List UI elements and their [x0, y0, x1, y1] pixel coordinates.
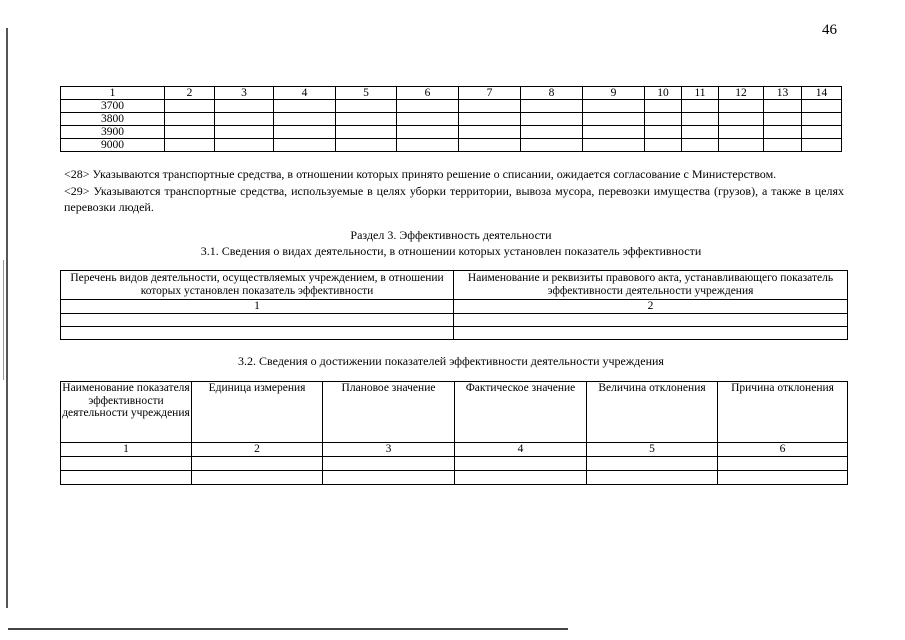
- table-row: [61, 100, 842, 113]
- table-header-cell: 11: [682, 87, 719, 100]
- section-subtitle-3-2: 3.2. Сведения о достижении показателей эффективности деятельности учреждения: [238, 354, 664, 368]
- table-header-cell: Наименование и реквизиты правового акта, устанавливающего показатель эффективности деятельности учреждения: [454, 271, 848, 300]
- table-row: [61, 470, 848, 484]
- scan-left-edge: [6, 28, 8, 608]
- column-number: 1: [61, 443, 192, 457]
- table-header-cell: 6: [397, 87, 459, 100]
- column-number: 2: [192, 443, 323, 457]
- activities-table: [60, 270, 848, 340]
- table-header-cell: 9: [583, 87, 645, 100]
- table-row: [61, 314, 848, 327]
- table-row: [61, 126, 842, 139]
- table-row: [61, 113, 842, 126]
- footnote-29: <29> Указываются транспортные средства, используемые в целях уборки территории, вывоза мусора, перевозки имущества (грузов), а также в целях перевозки людей.: [64, 183, 844, 214]
- table-number-row: [61, 443, 848, 457]
- column-number: 3: [323, 443, 455, 457]
- table-header-cell: Наименование показателя эффективности деятельности учреждения: [61, 382, 192, 443]
- table-header-cell: 14: [802, 87, 842, 100]
- table-header-cell: 5: [336, 87, 397, 100]
- table-header-cell: 8: [521, 87, 583, 100]
- section-subtitle-3-1: 3.1. Сведения о видах деятельности, в отношении которых установлен показатель эффективности: [200, 244, 702, 258]
- row-code: 3900: [61, 126, 165, 139]
- performance-table: [60, 381, 848, 485]
- table-header-cell: Причина отклонения: [718, 382, 848, 443]
- table-header-cell: 12: [719, 87, 764, 100]
- row-code: 9000: [61, 139, 165, 152]
- row-code: 3700: [61, 100, 165, 113]
- table-header-cell: Фактическое значение: [455, 382, 587, 443]
- table-header-cell: 13: [764, 87, 802, 100]
- table-header-cell: 2: [165, 87, 215, 100]
- scan-left-edge-mark: [3, 260, 4, 380]
- section-title: Раздел 3. Эффективность деятельности: [350, 228, 552, 242]
- column-number: 2: [454, 300, 848, 314]
- table-header-cell: 10: [645, 87, 682, 100]
- page-number: 46: [822, 22, 837, 38]
- table-header-cell: Плановое значение: [323, 382, 455, 443]
- table-header-cell: Величина отклонения: [587, 382, 718, 443]
- vehicles-table: [60, 86, 842, 152]
- column-number: 6: [718, 443, 848, 457]
- table-header-cell: 4: [274, 87, 336, 100]
- table-header-cell: 7: [459, 87, 521, 100]
- footnotes: [64, 166, 844, 216]
- column-number: 4: [455, 443, 587, 457]
- row-code: 3800: [61, 113, 165, 126]
- footnote-28: <28> Указываются транспортные средства, в отношении которых принято решение о списании, ожидается согласование с Министерством.: [64, 167, 777, 181]
- table-row: [61, 139, 842, 152]
- table-header-row: [61, 271, 848, 300]
- table-header-cell: Перечень видов деятельности, осуществляемых учреждением, в отношении которых установлен показатель эффективности: [61, 271, 454, 300]
- table-header-cell: Единица измерения: [192, 382, 323, 443]
- table-row: [61, 327, 848, 340]
- column-number: 5: [587, 443, 718, 457]
- table-header-cell: 3: [215, 87, 274, 100]
- column-number: 1: [61, 300, 454, 314]
- table-header-row: [61, 382, 848, 443]
- table-number-row: [61, 300, 848, 314]
- table-header-cell: 1: [61, 87, 165, 100]
- table-header-row: [61, 87, 842, 100]
- table-row: [61, 456, 848, 470]
- scan-bottom-line: [8, 628, 568, 630]
